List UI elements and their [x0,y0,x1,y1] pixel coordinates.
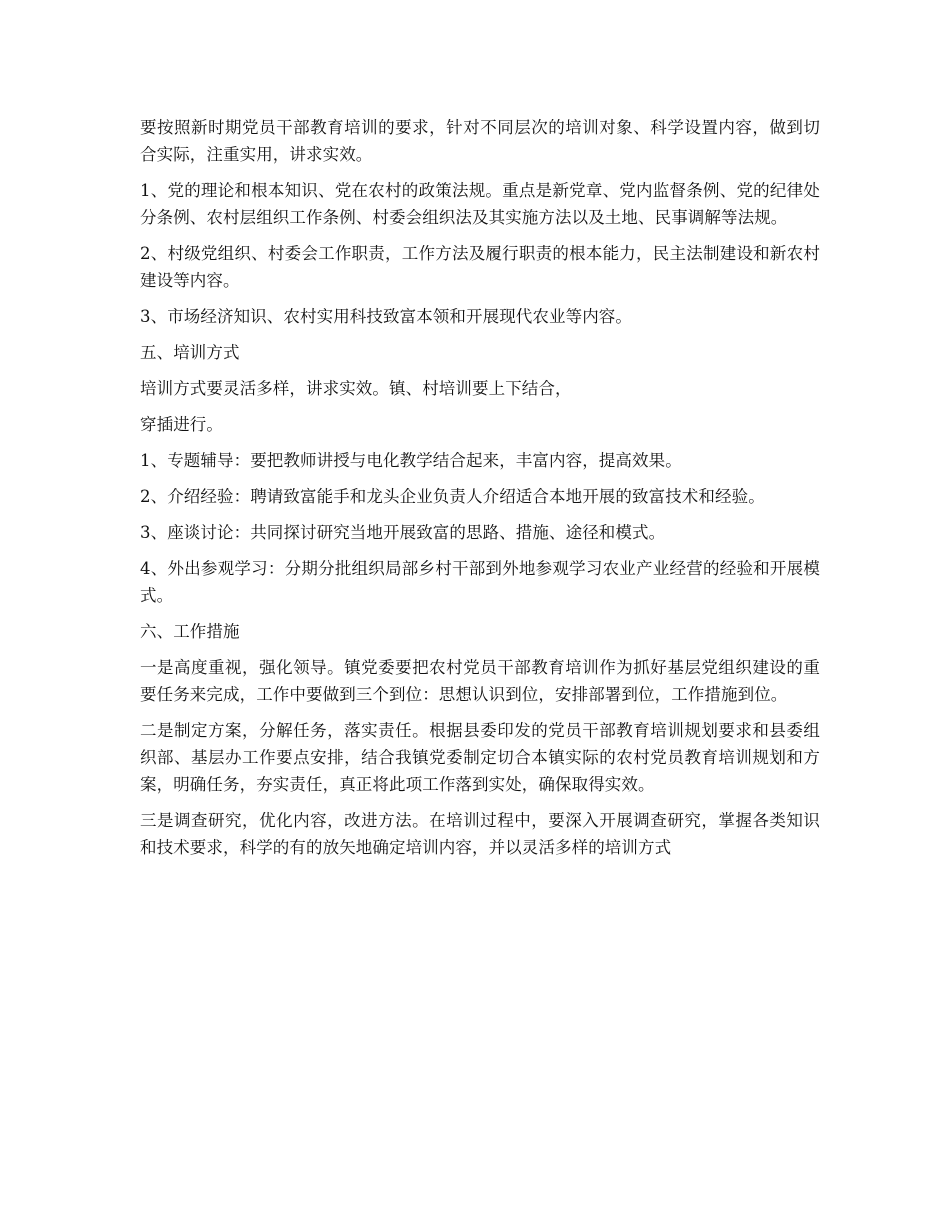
paragraph-method-2: 2、介绍经验：聘请致富能手和龙头企业负责人介绍适合本地开展的致富技术和经验。 [140,487,765,506]
paragraph-training-methods-intro: 培训方式要灵活多样，讲求实效。镇、村培训要上下结合， [140,379,572,398]
paragraph-method-3: 3、座谈讨论：共同探讨研究当地开展致富的思路、措施、途径和模式。 [140,523,666,542]
paragraph-item-1: 1、党的理论和根本知识、党在农村的政策法规。重点是新党章、党内监督条例、党的纪律处分条例、农村层组织工作条例、村委会组织法及其实施方法以及土地、民事调解等法规。 [140,181,820,227]
paragraph-method-4: 4、外出参观学习：分期分批组织局部乡村干部到外地参观学习农业产业经营的经验和开展模式。 [140,559,820,605]
document-body [140,114,820,870]
section-heading-training-methods: 五、培训方式 [140,343,240,362]
paragraph-measure-1: 一是高度重视，强化领导。镇党委要把农村党员干部教育培训作为抓好基层党组织建设的重要任务来完成，工作中要做到三个到位：思想认识到位，安排部署到位，工作措施到位。 [140,658,820,704]
paragraph-measure-3: 三是调查研究，优化内容，改进方法。在培训过程中，要深入开展调查研究，掌握各类知识和技术要求，科学的有的放矢地确定培训内容，并以灵活多样的培训方式 [140,811,820,857]
paragraph-method-1: 1、专题辅导：要把教师讲授与电化教学结合起来，丰富内容，提高效果。 [140,451,682,470]
paragraph-training-methods-cont: 穿插进行。 [140,415,223,434]
section-heading-work-measures: 六、工作措施 [140,622,240,641]
paragraph-measure-2: 二是制定方案，分解任务，落实责任。根据县委印发的党员干部教育培训规划要求和县委组织部、基层办工作要点安排，结合我镇党委制定切合本镇实际的农村党员教育培训规划和方案，明确任务，夯实责任，真正将此项工作落到实处，确保取得实效。 [140,721,820,794]
paragraph-item-3: 3、市场经济知识、农村实用科技致富本领和开展现代农业等内容。 [140,307,632,326]
paragraph-intro: 要按照新时期党员干部教育培训的要求，针对不同层次的培训对象、科学设置内容，做到切合实际，注重实用，讲求实效。 [140,118,820,164]
paragraph-item-2: 2、村级党组织、村委会工作职责，工作方法及履行职责的根本能力，民主法制建设和新农村建设等内容。 [140,244,820,290]
